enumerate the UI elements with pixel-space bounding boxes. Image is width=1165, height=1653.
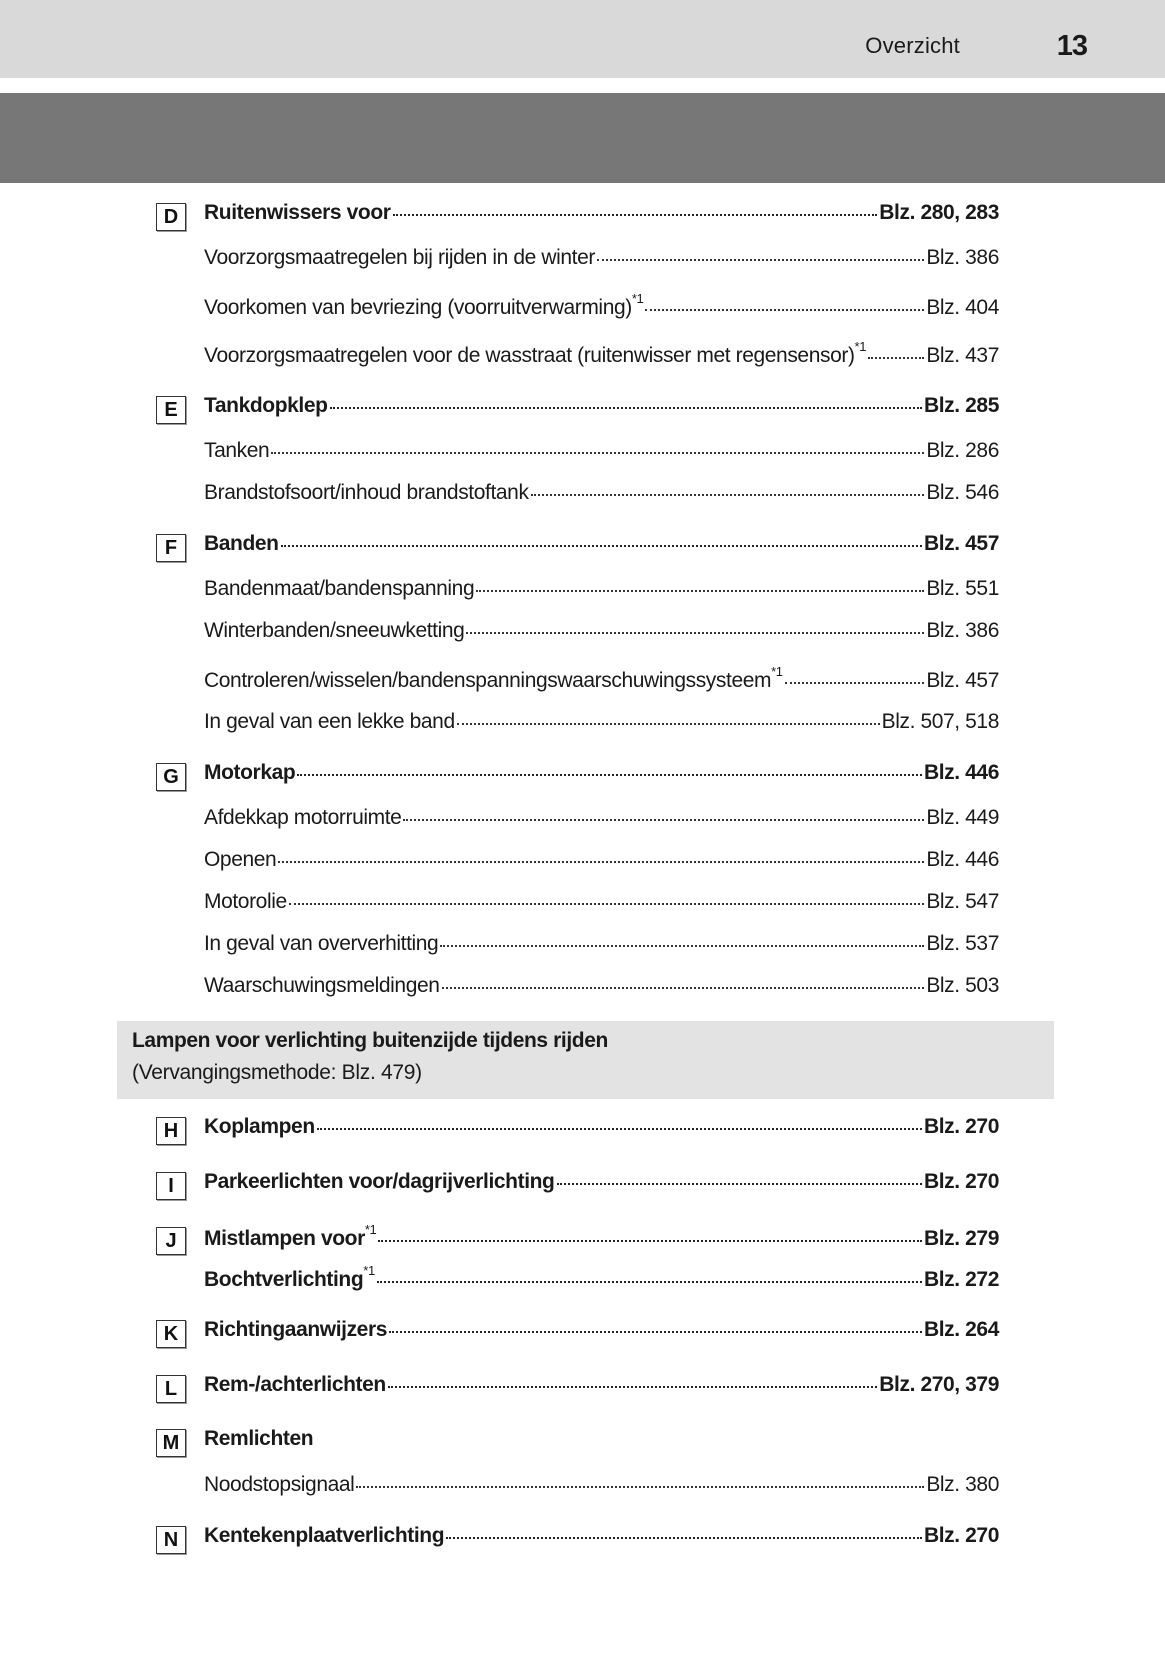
marker-g: G — [156, 763, 186, 791]
index-subentry[interactable] — [204, 291, 999, 324]
dot-leader — [868, 357, 924, 359]
entry-label: Parkeerlichten voor/dagrijverlichting — [204, 1170, 555, 1193]
marker-n: N — [156, 1526, 186, 1554]
index-subentry[interactable] — [204, 339, 999, 372]
entry-label: Tankdopklep — [204, 394, 328, 417]
index-entry-mistlampen[interactable] — [204, 1222, 999, 1255]
page-ref[interactable]: Blz. 546 — [926, 481, 999, 504]
page-header — [0, 0, 1165, 78]
page-ref[interactable]: Blz. 264 — [923, 1318, 999, 1341]
dot-leader — [476, 590, 924, 592]
page-ref[interactable]: Blz. 457 — [923, 532, 999, 555]
page-ref[interactable]: Blz. 270 — [923, 1524, 999, 1547]
entry-label: Remlichten — [204, 1427, 314, 1450]
page-ref[interactable]: Blz. 551 — [926, 577, 999, 600]
index-entry-koplampen[interactable] — [204, 1115, 999, 1145]
index-entry-richtingaanwijzers[interactable] — [204, 1318, 999, 1348]
marker-m: M — [156, 1429, 186, 1457]
page-ref[interactable]: Blz. 285 — [923, 394, 999, 417]
dot-leader — [440, 945, 924, 947]
entry-label: Mistlampen voor$^{*1}$ — [204, 1222, 377, 1250]
footnote-marker: *1 — [363, 1263, 375, 1278]
entry-label: Waarschuwingsmeldingen — [204, 974, 440, 997]
entry-label: Motorolie — [204, 890, 287, 913]
page-ref[interactable]: Blz. 446 — [923, 761, 999, 784]
entry-label: Voorzorgsmaatregelen voor de wasstraat (ruitenwisser met regensensor)$^{*1}$ — [204, 339, 867, 367]
section-name: Overzicht — [865, 33, 960, 58]
entry-label: In geval van een lekke band — [204, 710, 455, 733]
page-ref[interactable]: Blz. 270 — [923, 1170, 999, 1193]
dot-leader — [278, 861, 924, 863]
page-ref[interactable]: Blz. 437 — [926, 344, 999, 367]
index-subentry[interactable] — [204, 890, 999, 920]
index-entry-banden[interactable] — [204, 532, 999, 562]
dot-leader — [317, 1128, 922, 1130]
page-ref[interactable]: Blz. 446 — [926, 848, 999, 871]
footnote-marker: *1 — [854, 339, 867, 354]
entry-label: Rem-/achterlichten — [204, 1373, 386, 1396]
entry-label: Kentekenplaatverlichting — [204, 1524, 445, 1547]
footnote-marker: *1 — [771, 664, 783, 679]
entry-label: Noodstopsignaal — [204, 1473, 355, 1496]
dot-leader — [297, 774, 922, 776]
dot-leader — [271, 452, 924, 454]
page-ref[interactable]: Blz. 537 — [926, 932, 999, 955]
page-number: 13 — [1056, 30, 1087, 62]
index-entry-parkeerlichten[interactable] — [204, 1170, 999, 1200]
entry-label: Voorzorgsmaatregelen bij rijden in de winter — [204, 246, 595, 269]
index-entry-tankdopklep[interactable] — [204, 394, 999, 424]
index-subentry[interactable] — [204, 664, 999, 697]
marker-e: E — [156, 396, 186, 424]
entry-label: Koplampen — [204, 1115, 315, 1138]
index-subentry[interactable] — [204, 619, 999, 649]
info-box-title: Lampen voor verlichting buitenzijde tijdens rijden — [132, 1029, 608, 1052]
entry-label: Banden — [204, 532, 279, 555]
index-subentry[interactable] — [204, 806, 999, 836]
dot-leader — [289, 903, 925, 905]
page-ref[interactable]: Blz. 280, 283 — [879, 201, 999, 224]
dot-leader — [393, 214, 878, 216]
entry-label: Motorkap — [204, 761, 296, 784]
entry-label: Bandenmaat/bandenspanning — [204, 577, 475, 600]
page-ref[interactable]: Blz. 380 — [926, 1473, 999, 1496]
header-band — [0, 93, 1165, 183]
page-ref[interactable]: Blz. 404 — [926, 296, 999, 319]
entry-label: Winterbanden/sneeuwketting — [204, 619, 465, 642]
dot-leader — [389, 1331, 922, 1333]
lighting-info-box — [117, 1021, 1054, 1099]
page-ref[interactable]: Blz. 279 — [923, 1227, 999, 1250]
dot-leader — [388, 1386, 877, 1388]
index-subentry[interactable] — [204, 710, 999, 740]
dot-leader — [457, 723, 880, 725]
page-ref[interactable]: Blz. 286 — [926, 439, 999, 462]
page-ref[interactable]: Blz. 503 — [926, 974, 999, 997]
index-subentry[interactable] — [204, 246, 999, 276]
index-entry-kentekenplaatverlichting[interactable] — [204, 1524, 999, 1554]
page-ref[interactable]: Blz. 547 — [926, 890, 999, 913]
page-ref[interactable]: Blz. 270 — [923, 1115, 999, 1138]
entry-label: Richtingaanwijzers — [204, 1318, 388, 1341]
marker-j: J — [156, 1227, 186, 1255]
page-ref[interactable]: Blz. 386 — [926, 619, 999, 642]
page-ref[interactable]: Blz. 386 — [926, 246, 999, 269]
index-entry-ruitenwissers[interactable] — [204, 201, 999, 231]
index-entry-remachterlichten[interactable] — [204, 1373, 999, 1403]
entry-label: Voorkomen van bevriezing (voorruitverwarming)$^{*1}$ — [204, 291, 644, 319]
dot-leader — [531, 494, 925, 496]
entry-label: Controleren/wisselen/bandenspanningswaarschuwingssysteem$^{*1}$ — [204, 664, 783, 692]
index-subentry[interactable] — [204, 932, 999, 962]
dot-leader — [785, 682, 925, 684]
dot-leader — [442, 987, 925, 989]
dot-leader — [378, 1240, 922, 1242]
page-ref[interactable]: Blz. 270, 379 — [879, 1373, 999, 1396]
page-ref[interactable]: Blz. 272 — [923, 1268, 999, 1291]
marker-h: H — [156, 1117, 186, 1145]
index-entry-bochtverlichting[interactable] — [204, 1263, 999, 1296]
info-box-subtitle: (Vervangingsmethode: Blz. 479) — [132, 1061, 422, 1084]
dot-leader — [597, 259, 924, 261]
index-entry-remlichten — [204, 1427, 999, 1457]
index-subentry[interactable] — [204, 481, 999, 511]
index-subentry[interactable] — [204, 974, 999, 1004]
page-ref[interactable]: Blz. 507, 518 — [881, 710, 999, 733]
index-subentry[interactable] — [204, 439, 999, 469]
entry-label: Afdekkap motorruimte — [204, 806, 402, 829]
index-subentry[interactable] — [204, 848, 999, 878]
entry-label: Brandstofsoort/inhoud brandstoftank — [204, 481, 529, 504]
dot-leader — [356, 1486, 924, 1488]
dot-leader — [557, 1183, 922, 1185]
dot-leader — [446, 1537, 922, 1539]
dot-leader — [281, 545, 922, 547]
marker-k: K — [156, 1320, 186, 1348]
entry-label: Tanken — [204, 439, 270, 462]
page-ref[interactable]: Blz. 449 — [926, 806, 999, 829]
dot-leader — [377, 1281, 922, 1283]
entry-label: Ruitenwissers voor — [204, 201, 391, 224]
marker-d: D — [156, 203, 186, 231]
marker-l: L — [156, 1375, 186, 1403]
footnote-marker: *1 — [631, 291, 644, 306]
entry-label: Bochtverlichting$^{*1}$ — [204, 1263, 375, 1291]
dot-leader — [403, 819, 924, 821]
index-subentry[interactable] — [204, 577, 999, 607]
marker-i: I — [156, 1172, 186, 1200]
page-ref[interactable]: Blz. 457 — [926, 669, 999, 692]
marker-f: F — [156, 534, 186, 562]
entry-label: Openen — [204, 848, 277, 871]
index-subentry[interactable] — [204, 1473, 999, 1503]
dot-leader — [466, 632, 924, 634]
dot-leader — [645, 309, 924, 311]
footnote-marker: *1 — [364, 1222, 377, 1237]
dot-leader — [330, 407, 922, 409]
index-entry-motorkap[interactable] — [204, 761, 999, 791]
entry-label: In geval van oververhitting — [204, 932, 439, 955]
